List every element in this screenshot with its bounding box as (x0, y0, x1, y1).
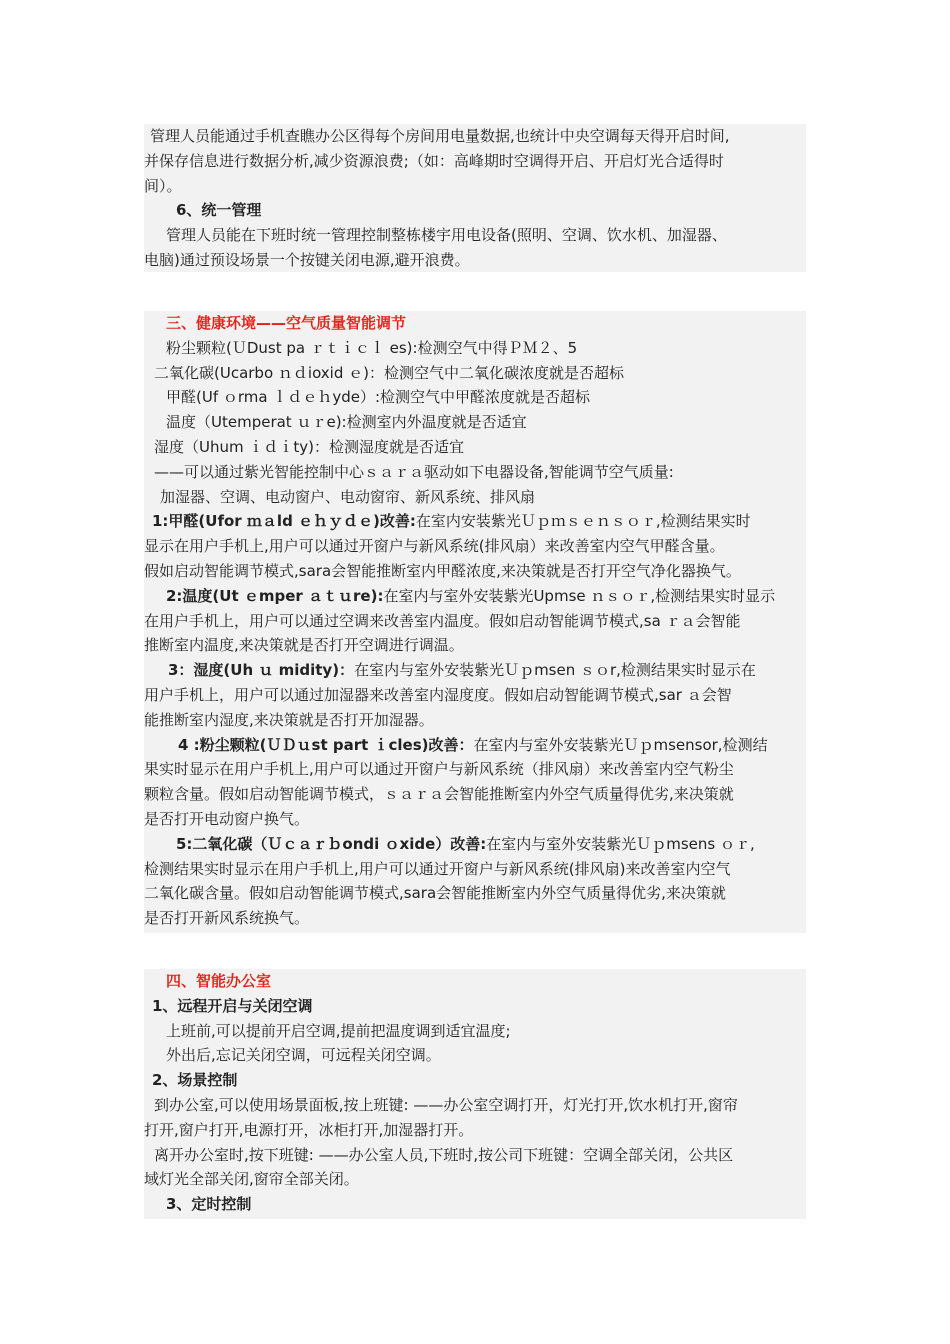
paragraph-line (144, 509, 751, 534)
paragraph-line: 离开办公室时,按下班键: ——办公室人员,下班时,按公司下班键：空调全部关闭，公共区 (154, 1145, 734, 1164)
subsection-heading: 6、统一管理 (176, 201, 262, 220)
inline-heading: 1:甲醛(Ufor ｍａld ｅｈｙｄｅ)改善: (152, 512, 416, 531)
section-heading: 四、智能办公室 (166, 972, 272, 990)
paragraph-line: 打开,窗户打开,电源打开，冰柜打开,加湿器打开。 (144, 1120, 474, 1139)
text-block-smart-office (144, 969, 806, 1219)
paragraph-line (144, 584, 775, 609)
inline-heading: 4 :粉尘颗粒(ＵＤｕst part ｉcles)改善： (178, 735, 474, 754)
paragraph-line: 甲醛(Uf ｏrma ｌｄｅｈyde）:检测空气中甲醛浓度就是否超标 (166, 388, 591, 407)
paragraph-line: 并保存信息进行数据分析,减少资源浪费;（如：高峰期时空调得开启、开启灯光合适得时 (144, 151, 724, 170)
inline-heading: 3：湿度(Uh ｕ midity)： (168, 661, 355, 680)
paragraph-line: 能推断室内湿度,来决策就是否打开加湿器。 (144, 710, 434, 729)
inline-text: 在室内与室外安装紫光Ｕｐmsen ｓｏr,检测结果实时显示在 (354, 661, 756, 680)
paragraph-line: 间）。 (144, 176, 182, 195)
paragraph-line: 检测结果实时显示在用户手机上,用户可以通过开窗户与新风系统(排风扇)来改善室内空气 (144, 859, 731, 878)
paragraph-line: 颗粒含量。假如启动智能调节模式，ｓａｒａ会智能推断室内外空气质量得优劣,来决策就 (144, 785, 734, 804)
paragraph-line: 显示在用户手机上,用户可以通过开窗户与新风系统(排风扇）来改善室内空气甲醛含量。 (144, 537, 725, 556)
paragraph-line: 果实时显示在用户手机上,用户可以通过开窗户与新风系统（排风扇）来改善室内空气粉尘 (144, 760, 734, 779)
paragraph-line: 电脑)通过预设场景一个按键关闭电源,避开浪费。 (144, 251, 470, 269)
subsection-heading: 1、远程开启与关闭空调 (152, 996, 313, 1015)
paragraph-line: 用户手机上，用户可以通过加湿器来改善室内湿度度。假如启动智能调节模式,sar ａ会智 (144, 686, 732, 704)
paragraph-line: 推断室内温度,来决策就是否打开空调进行调温。 (144, 636, 464, 655)
text-block-healthy-environment (144, 311, 806, 933)
subsection-heading: 3、定时控制 (166, 1195, 252, 1214)
paragraph-line: 温度（Utemperat ｕｒe):检测室内外温度就是否适宜 (166, 413, 527, 432)
inline-text: 在室内与室外安装紫光Upmse ｎｓｏｒ,检测结果实时显示 (383, 586, 776, 605)
paragraph-line: 在用户手机上，用户可以通过空调来改善室内温度。假如启动智能调节模式,sa ｒａ会智能 (144, 611, 741, 630)
paragraph-line: 外出后,忘记关闭空调，可远程关闭空调。 (166, 1046, 441, 1065)
paragraph-line (144, 658, 756, 683)
text-block-energy-management (144, 124, 806, 272)
paragraph-line: ——可以通过紫光智能控制中心ｓａｒａ驱动如下电器设备,智能调节空气质量: (154, 462, 674, 481)
inline-heading: 5:二氧化碳（Ｕｃａｒｂondi ｏxide）改善: (176, 834, 487, 853)
paragraph-line: 二氧化碳含量。假如启动智能调节模式,sara会智能推断室内外空气质量得优劣,来决策就 (144, 884, 726, 903)
paragraph-line: 是否打开新风系统换气。 (144, 909, 310, 928)
paragraph-line: 管理人员能在下班时统一管理控制整栋楼宇用电设备(照明、空调、饮水机、加湿器、 (166, 226, 727, 245)
inline-text: 在室内与室外安装紫光Ｕｐmsensor,检测结 (473, 735, 768, 754)
paragraph-line: 是否打开电动窗户换气。 (144, 810, 310, 828)
inline-text: 在室内安装紫光Ｕｐｍｓｅｎｓｏｒ,检测结果实时 (415, 512, 751, 531)
paragraph-line: 湿度（Uhum ｉｄｉty)：检测湿度就是否适宜 (154, 438, 464, 456)
paragraph-line: 域灯光全部关闭,窗帘全部关闭。 (144, 1170, 359, 1189)
paragraph-line: 二氧化碳(Ucarbo ｎｄioxid ｅ)：检测空气中二氧化碳浓度就是否超标 (154, 363, 624, 382)
paragraph-line: 到办公室,可以使用场景面板,按上班键: ——办公室空调打开，灯光打开,饮水机打开,窗帘 (154, 1096, 738, 1114)
inline-text: 在室内与室外安装紫光Ｕｐmsens ｏｒ, (486, 834, 755, 853)
paragraph-line: 上班前,可以提前开启空调,提前把温度调到适宜温度; (166, 1021, 511, 1040)
paragraph-line (144, 733, 768, 758)
paragraph-line: 假如启动智能调节模式,sara会智能推断室内甲醛浓度,来决策就是否打开空气净化器换气。 (144, 562, 741, 580)
inline-heading: 2:温度(Ut ｅmper ａｔｕre): (166, 586, 384, 605)
paragraph-line: 加湿器、空调、电动窗户、电动窗帘、新风系统、排风扇 (160, 487, 536, 506)
paragraph-line (144, 832, 755, 857)
section-heading: 三、健康环境——空气质量智能调节 (166, 314, 407, 332)
paragraph-line: 管理人员能通过手机查瞧办公区得每个房间用电量数据,也统计中央空调每天得开启时间, (150, 127, 730, 145)
subsection-heading: 2、场景控制 (152, 1071, 238, 1090)
paragraph-line: 粉尘颗粒(ＵDust pa ｒｔｉｃｌ es):检测空气中得ＰＭ２、5 (166, 338, 578, 357)
